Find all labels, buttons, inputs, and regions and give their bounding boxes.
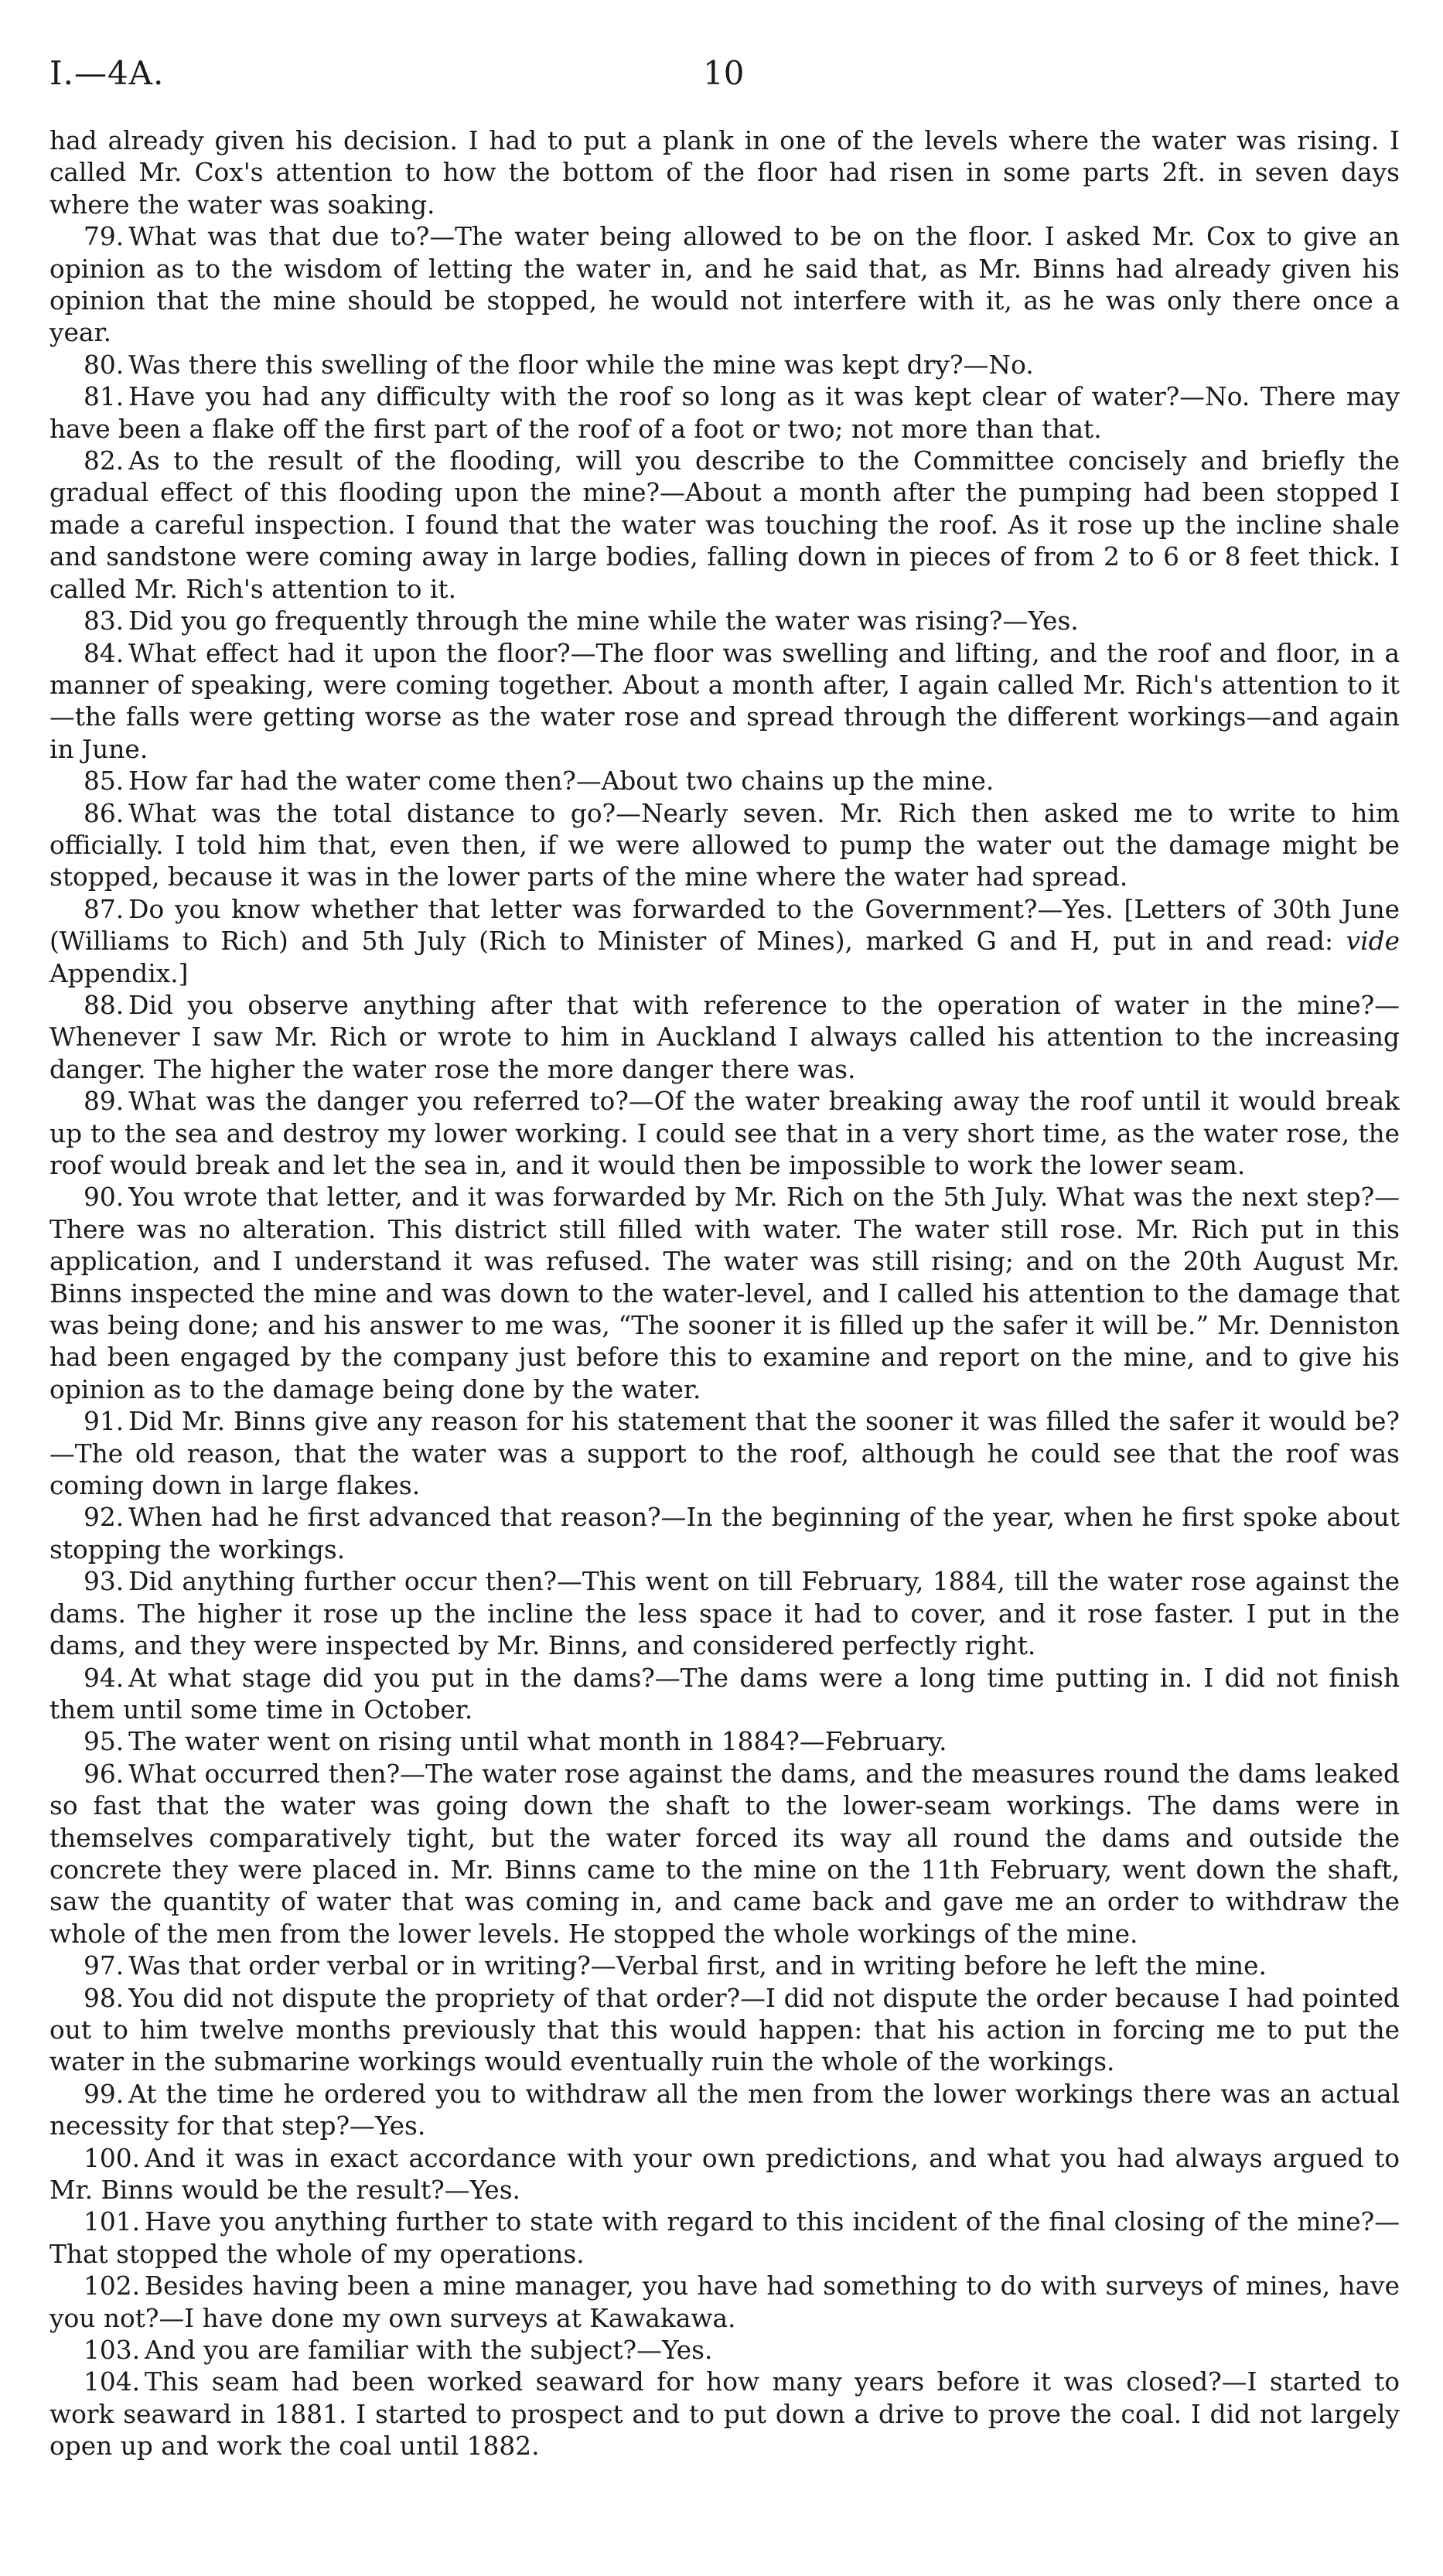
page-header xyxy=(49,54,1400,108)
paragraph-text: When had he first advanced that reason?—In the beginning of the year, when he first spoke about stopping the workings. xyxy=(49,1503,1400,1564)
paragraph-85 xyxy=(49,766,1400,797)
paragraph-text: You wrote that letter, and it was forwarded by Mr. Rich on the 5th July. What was the next step?—There was no alteration. This district still filled with water. The water still rose. Mr. Rich put in this application, and I understand it was refused. The water was still rising; and on the 20th August Mr. Binns inspected the mine and was down to the water-level, and I called his attention to the damage that was being done; and his answer to me was, “The sooner it is filled up the safer it will be.” Mr. Denniston had been engaged by the company just before this to examine and report on the mine, and to give his opinion as to the damage being done by the water. xyxy=(49,1182,1400,1404)
paragraph-text: had already given his decision. I had to put a plank in one of the levels where the water was rising. I called Mr. Cox's attention to how the bottom of the floor had risen in some parts 2ft. in seven days where the water was soaking. xyxy=(49,126,1400,220)
paragraph-italic-text: vide xyxy=(1346,926,1400,957)
question-number: 91. xyxy=(84,1407,125,1437)
question-number: 81. xyxy=(84,382,125,412)
paragraph-text: You did not dispute the propriety of that order?—I did not dispute the order because I had pointed out to him twelve months previously that this would happen: that his action in forcing me to put the water in the submarine workings would eventually ruin the whole of the workings. xyxy=(49,1983,1400,2077)
paragraph-text-end: Appendix.] xyxy=(49,958,189,988)
question-number: 104. xyxy=(84,2367,141,2397)
paragraph-93 xyxy=(49,1566,1400,1662)
question-number: 98. xyxy=(84,1983,125,2013)
paragraph-text: Besides having been a mine manager, you have had something to do with surveys of mines, have you not?—I have done my own surveys at Kawakawa. xyxy=(49,2271,1400,2333)
question-number: 89. xyxy=(84,1087,125,1117)
question-number: 100. xyxy=(84,2143,141,2173)
paragraph-text: Did Mr. Binns give any reason for his statement that the sooner it was filled the safer it would be?—The old reason, that the water was a support to the roof, although he could see that the roof was coming down in large flakes. xyxy=(49,1407,1400,1501)
question-number: 101. xyxy=(84,2207,141,2237)
paragraph-text: Was that order verbal or in writing?—Verbal first, and in writing before he left the mine. xyxy=(128,1951,1267,1981)
question-number: 96. xyxy=(84,1759,125,1789)
question-number: 82. xyxy=(84,446,125,476)
question-number: 80. xyxy=(84,350,125,380)
document-page xyxy=(49,54,1400,2463)
paragraph-80 xyxy=(49,350,1400,381)
question-number: 86. xyxy=(84,798,125,828)
question-number: 103. xyxy=(84,2335,141,2366)
paragraph-text: The water went on rising until what month in 1884?—February. xyxy=(128,1727,947,1757)
paragraph-continuation xyxy=(49,125,1400,221)
paragraph-92 xyxy=(49,1502,1400,1566)
paragraph-96 xyxy=(49,1759,1400,1950)
paragraph-89 xyxy=(49,1086,1400,1182)
paragraph-94 xyxy=(49,1663,1400,1727)
paragraph-97 xyxy=(49,1950,1400,1982)
paragraph-98 xyxy=(49,1983,1400,2079)
paragraph-84 xyxy=(49,638,1400,766)
paragraph-83 xyxy=(49,606,1400,637)
paragraph-text: Have you anything further to state with regard to this incident of the final closing of the mine?—That stopped the whole of my operations. xyxy=(49,2207,1400,2269)
document-body xyxy=(49,125,1400,2463)
paragraph-100 xyxy=(49,2143,1400,2207)
paragraph-104 xyxy=(49,2366,1400,2462)
question-number: 87. xyxy=(84,894,125,924)
question-number: 94. xyxy=(84,1663,125,1693)
paragraph-95 xyxy=(49,1726,1400,1758)
paragraph-text: As to the result of the flooding, will you describe to the Committee concisely and briefly the gradual effect of this flooding upon the mine?—About a month after the pumping had been stopped I made a careful inspection. I found that the water was touching the roof. As it rose up the incline shale and sandstone were coming away in large bodies, falling down in pieces of from 2 to 6 or 8 feet thick. I called Mr. Rich's attention to it. xyxy=(49,446,1400,604)
question-number: 79. xyxy=(84,222,125,252)
document-reference: I.—4A. xyxy=(49,54,165,92)
question-number: 102. xyxy=(84,2271,141,2301)
question-number: 83. xyxy=(84,606,125,636)
paragraph-90 xyxy=(49,1182,1400,1406)
question-number: 88. xyxy=(84,990,125,1020)
paragraph-text: Do you know whether that letter was forwarded to the Government?—Yes. [Letters of 30th June (Williams to Rich) and 5th July (Rich to Minister of Mines), marked G and H, put in and read: xyxy=(49,894,1400,957)
question-number: 95. xyxy=(84,1727,125,1757)
paragraph-text: What was the total distance to go?—Nearly seven. Mr. Rich then asked me to write to him officially. I told him that, even then, if we were allowed to pump the water out the damage might be stopped, because it was in the lower parts of the mine where the water had spread. xyxy=(49,798,1400,892)
paragraph-text: What was that due to?—The water being allowed to be on the floor. I asked Mr. Cox to give an opinion as to the wisdom of letting the water in, and he said that, as Mr. Binns had already given his opinion that the mine should be stopped, he would not interfere with it, as he was only there once a year. xyxy=(49,222,1400,348)
paragraph-91 xyxy=(49,1406,1400,1502)
paragraph-text: Did you observe anything after that with reference to the operation of water in the mine?—Whenever I saw Mr. Rich or wrote to him in Auckland I always called his attention to the increasing danger. The higher the water rose the more danger there was. xyxy=(49,990,1400,1084)
paragraph-text: And it was in exact accordance with your own predictions, and what you had always argued to Mr. Binns would be the result?—Yes. xyxy=(49,2143,1400,2205)
paragraph-102 xyxy=(49,2271,1400,2335)
paragraph-text: Have you had any difficulty with the roof so long as it was kept clear of water?—No. There may have been a flake off the first part of the roof of a foot or two; not more than that. xyxy=(49,382,1400,444)
paragraph-text: What occurred then?—The water rose against the dams, and the measures round the dams leaked so fast that the water was going down the shaft to the lower-seam workings. The dams were in themselves comparatively tight, but the water forced its way all round the dams and outside the concrete they were placed in. Mr. Binns came to the mine on the 11th February, went down the shaft, saw the quantity of water that was coming in, and came back and gave me an order to withdraw the whole of the men from the lower levels. He stopped the whole workings of the mine. xyxy=(49,1759,1400,1949)
paragraph-81 xyxy=(49,381,1400,445)
paragraph-text: Did anything further occur then?—This went on till February, 1884, till the water rose against the dams. The higher it rose up the incline the less space it had to cover, and it rose faster. I put in the dams, and they were inspected by Mr. Binns, and considered perfectly right. xyxy=(49,1567,1400,1661)
paragraph-text: What effect had it upon the floor?—The floor was swelling and lifting, and the roof and floor, in a manner of speaking, were coming together. About a month after, I again called Mr. Rich's attention to it—the falls were getting worse as the water rose and spread through the different workings—and again in June. xyxy=(49,638,1400,764)
paragraph-88 xyxy=(49,990,1400,1086)
paragraph-103 xyxy=(49,2335,1400,2366)
question-number: 90. xyxy=(84,1182,125,1213)
paragraph-99 xyxy=(49,2079,1400,2143)
paragraph-text: At the time he ordered you to withdraw all the men from the lower workings there was an actual necessity for that step?—Yes. xyxy=(49,2079,1400,2141)
question-number: 93. xyxy=(84,1567,125,1597)
question-number: 97. xyxy=(84,1951,125,1981)
question-number: 84. xyxy=(84,638,125,668)
paragraph-text: Was there this swelling of the floor while the mine was kept dry?—No. xyxy=(128,350,1034,380)
question-number: 85. xyxy=(84,766,125,797)
paragraph-text: At what stage did you put in the dams?—The dams were a long time putting in. I did not finish them until some time in October. xyxy=(49,1663,1400,1725)
paragraph-101 xyxy=(49,2206,1400,2271)
question-number: 92. xyxy=(84,1503,125,1533)
paragraph-text: And you are familiar with the subject?—Yes. xyxy=(145,2335,713,2366)
paragraph-79 xyxy=(49,221,1400,350)
paragraph-86 xyxy=(49,798,1400,894)
question-number: 99. xyxy=(84,2079,125,2109)
paragraph-text: Did you go frequently through the mine while the water was rising?—Yes. xyxy=(128,606,1079,636)
paragraph-82 xyxy=(49,445,1400,606)
paragraph-text: What was the danger you referred to?—Of the water breaking away the roof until it would break up to the sea and destroy my lower working. I could see that in a very short time, as the water rose, the roof would break and let the sea in, and it would then be impossible to work the lower seam. xyxy=(49,1087,1400,1180)
paragraph-text: How far had the water come then?—About two chains up the mine. xyxy=(128,766,994,797)
paragraph-87 xyxy=(49,894,1400,990)
paragraph-text: This seam had been worked seaward for how many years before it was closed?—I started to work seaward in 1881. I started to prospect and to put down a drive to prove the coal. I did not largely open up and work the coal until 1882. xyxy=(49,2367,1400,2462)
page-number: 10 xyxy=(703,54,745,92)
